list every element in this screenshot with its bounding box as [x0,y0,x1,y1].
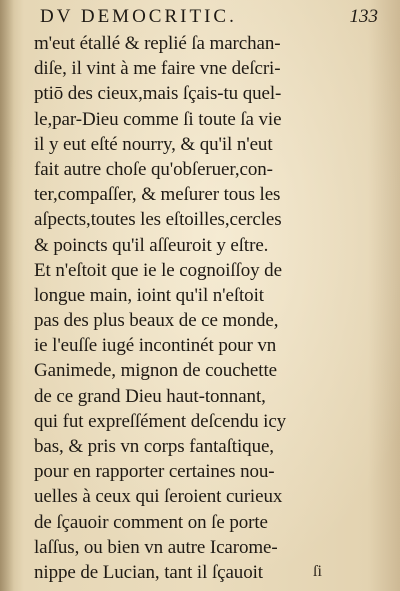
text-line: pas des plus beaux de ce monde, [34,310,279,332]
text-line: nippe de Lucian, tant il ſçauoit [34,561,263,583]
running-head [40,4,378,30]
text-line: de ce grand Dieu haut-tonnant, [34,385,266,407]
catchword: ſi [313,563,322,580]
text-line: il y eut eſté nourry, & qu'il n'eut [34,133,273,155]
text-line: bas, & pris vn corps fantaſtique, [34,436,274,457]
running-title: DV DEMOCRITIC. [40,6,237,27]
text-line: & poincts qu'il aſſeuroit y eſtre. [34,234,269,256]
text-line: fait autre choſe qu'obſeruer,con- [34,158,273,180]
text-line: ptiō des cieux,mais ſçais-tu quel- [34,83,282,105]
text-line: diſe, il vint à me faire vne deſcri- [34,58,281,80]
page-number: 133 [349,6,378,27]
text-line: qui fut expreſſément deſcendu icy [34,410,287,432]
text-line: ie l'euſſe iugé incontinét pour vn [34,335,277,357]
text-line: de ſçauoir comment on ſe porte [34,511,268,533]
text-line: Ganimede, mignon de couchette [34,360,277,382]
text-line: Et n'eſtoit que ie le cognoiſſoy de [34,259,282,281]
body-text [34,31,370,585]
text-line: m'eut étallé & replié ſa marchan- [34,33,281,54]
text-line: pour en rapporter certaines nou- [34,461,275,483]
text-line: aſpects,toutes les eſtoilles,cercles [34,209,282,231]
gutter-shadow [0,0,14,591]
text-line: laſſus, ou bien vn autre Icarome- [34,536,278,558]
text-line: longue main, ioint qu'il n'eſtoit [34,284,264,306]
text-line: uelles à ceux qui ſeroient curieux [34,486,283,508]
text-line: ter,compaſſer, & meſurer tous les [34,184,281,206]
text-line: le,par-Dieu comme ſi toute ſa vie [34,108,282,130]
